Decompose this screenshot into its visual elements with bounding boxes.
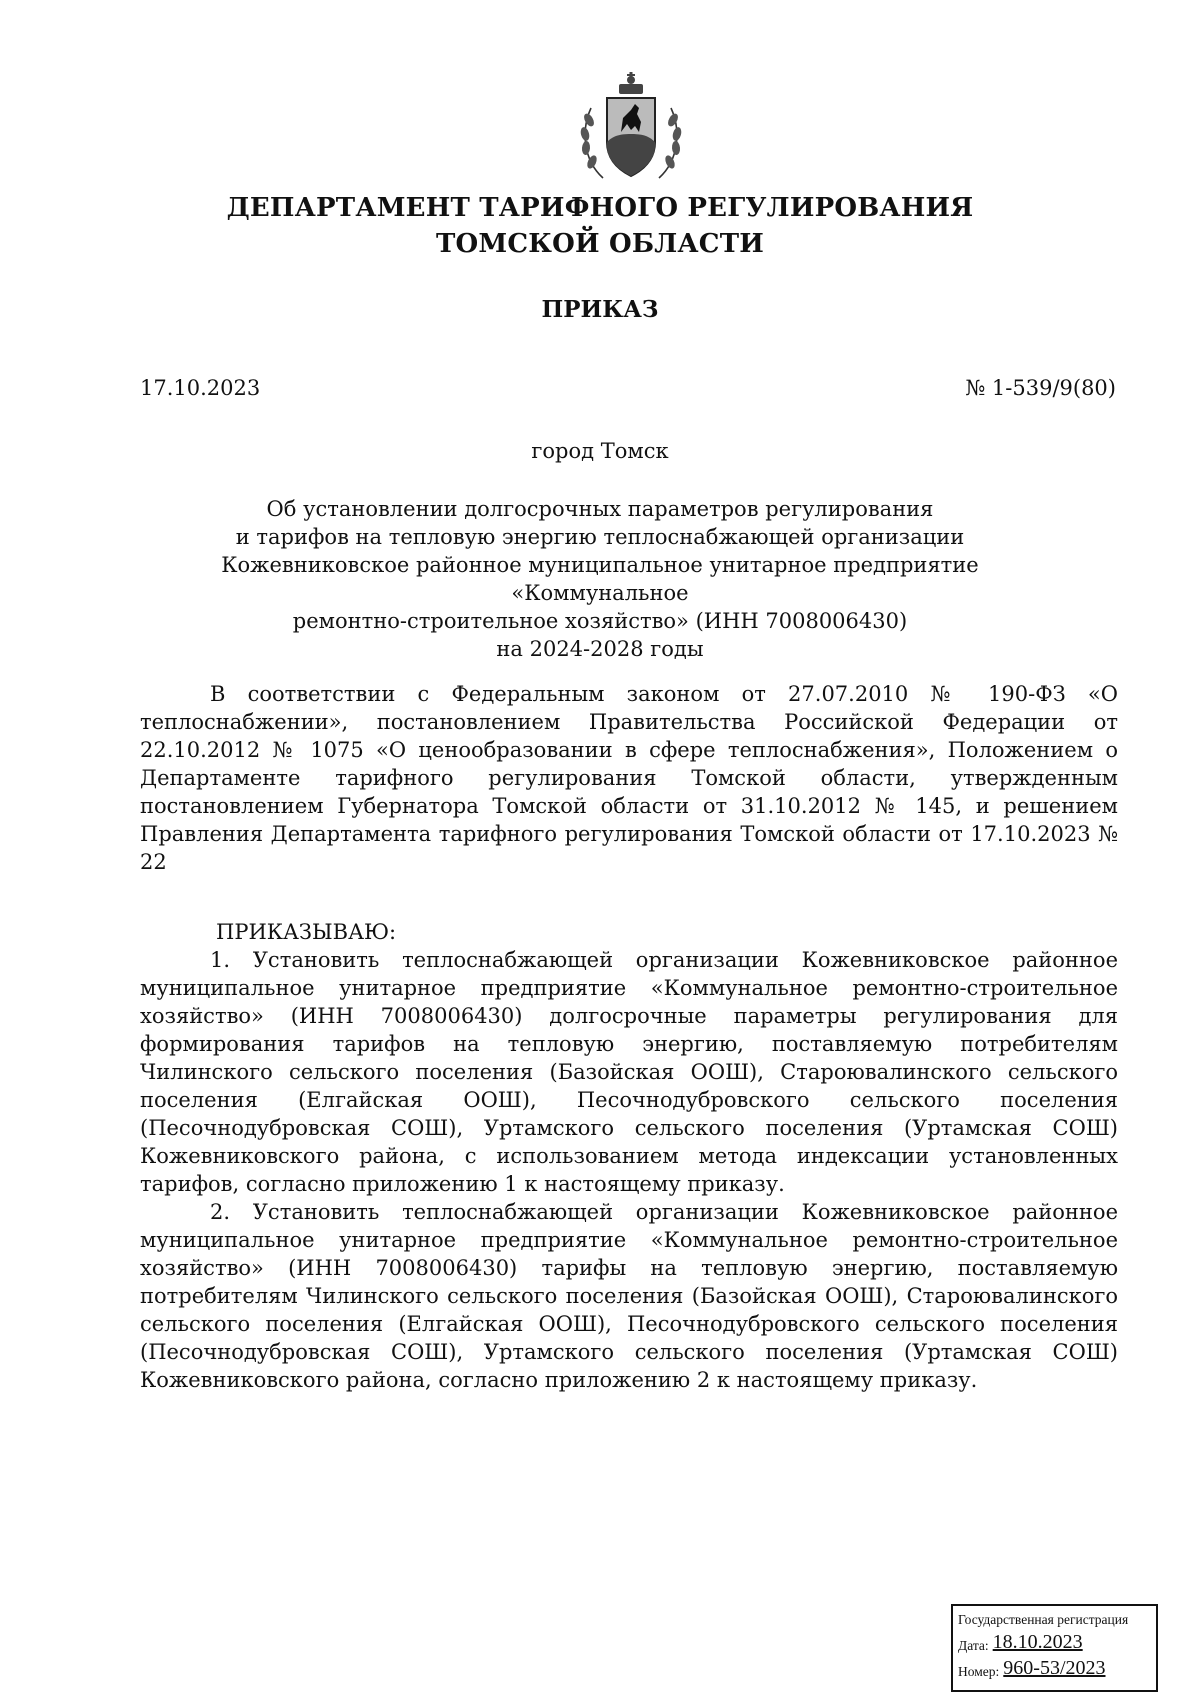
subject-line-3: Кожевниковское районное муниципальное унитарное предприятие «Коммунальное [221, 553, 979, 605]
stamp-date-row [958, 1629, 1152, 1655]
subject-line-1: Об установлении долгосрочных параметров регулирования [266, 497, 934, 521]
city: город Томск [531, 439, 669, 463]
document-date: 17.10.2023 [140, 376, 261, 400]
registration-stamp [951, 1604, 1158, 1692]
order-item-2: 2. Установить теплоснабжающей организации Кожевниковское районное муниципальное унитарное предприятие «Коммунальное ремонтно-строительное хозяйство» (ИНН 7008006430) тарифы на тепловую энергию, поставляемую потребителям Чилинского сельского поселения (Базойская ООШ), Староювалинского сельского поселения (Елгайская ООШ), Песочнодубровского сельского поселения (Песочнодубровская СОШ), Уртамского сельского поселения (Уртамская СОШ) Кожевниковского района, согласно приложению 2 к настоящему приказу. [140, 1200, 1118, 1392]
stamp-date-value: 18.10.2023 [992, 1631, 1083, 1653]
department-title [150, 190, 1050, 262]
department-line-2: ТОМСКОЙ ОБЛАСТИ [435, 229, 765, 259]
stamp-date-label: Дата: [958, 1638, 989, 1653]
stamp-title: Государственная регистрация [958, 1612, 1129, 1627]
preamble-section [140, 680, 1118, 876]
stamp-number-label: Номер: [958, 1664, 1000, 1679]
date-number-line [140, 373, 1116, 403]
document-number: № 1-539/9(80) [965, 376, 1116, 400]
subject-line-4: ремонтно-строительное хозяйство» (ИНН 7008006430) [292, 609, 908, 633]
department-line-1: ДЕПАРТАМЕНТ ТАРИФНОГО РЕГУЛИРОВАНИЯ [226, 193, 974, 223]
stamp-number-row [958, 1655, 1152, 1681]
subject-line-2: и тарифов на тепловую энергию теплоснабжающей организации [235, 525, 965, 549]
tomsk-region-coat-of-arms-icon [573, 70, 689, 188]
preamble-paragraph: В соответствии с Федеральным законом от 27.07.2010 № 190-ФЗ «О теплоснабжении», постановлением Правительства Российской Федерации от 22.10.2012 № 1075 «О ценообразовании в сфере теплоснабжения», Положением о Департаменте тарифного регулирования Томской области, утвержденным постановлением Губернатора Томской области от 31.10.2012 № 145, и решением Правления Департамента тарифного регулирования Томской области от 17.10.2023 № 22 [140, 682, 1118, 874]
order-section [140, 918, 1118, 1394]
stamp-number-value: 960-53/2023 [1003, 1657, 1106, 1679]
document-type: ПРИКАЗ [541, 296, 659, 323]
document-subject [130, 495, 1070, 663]
subject-line-5: на 2024-2028 годы [496, 637, 704, 661]
order-item-1: 1. Установить теплоснабжающей организации Кожевниковское районное муниципальное унитарное предприятие «Коммунальное ремонтно-строительное хозяйство» (ИНН 7008006430) долгосрочные параметры регулирования для формирования тарифов на тепловую энергию, поставляемую потребителям Чилинского сельского поселения (Базойская ООШ), Староювалинского сельского поселения (Елгайская ООШ), Песочнодубровского сельского поселения (Песочнодубровская СОШ), Уртамского сельского поселения (Уртамская СОШ) Кожевниковского района, с использованием метода индексации установленных тарифов, согласно приложению 1 к настоящему приказу. [140, 948, 1118, 1196]
order-lead: ПРИКАЗЫВАЮ: [216, 920, 397, 944]
